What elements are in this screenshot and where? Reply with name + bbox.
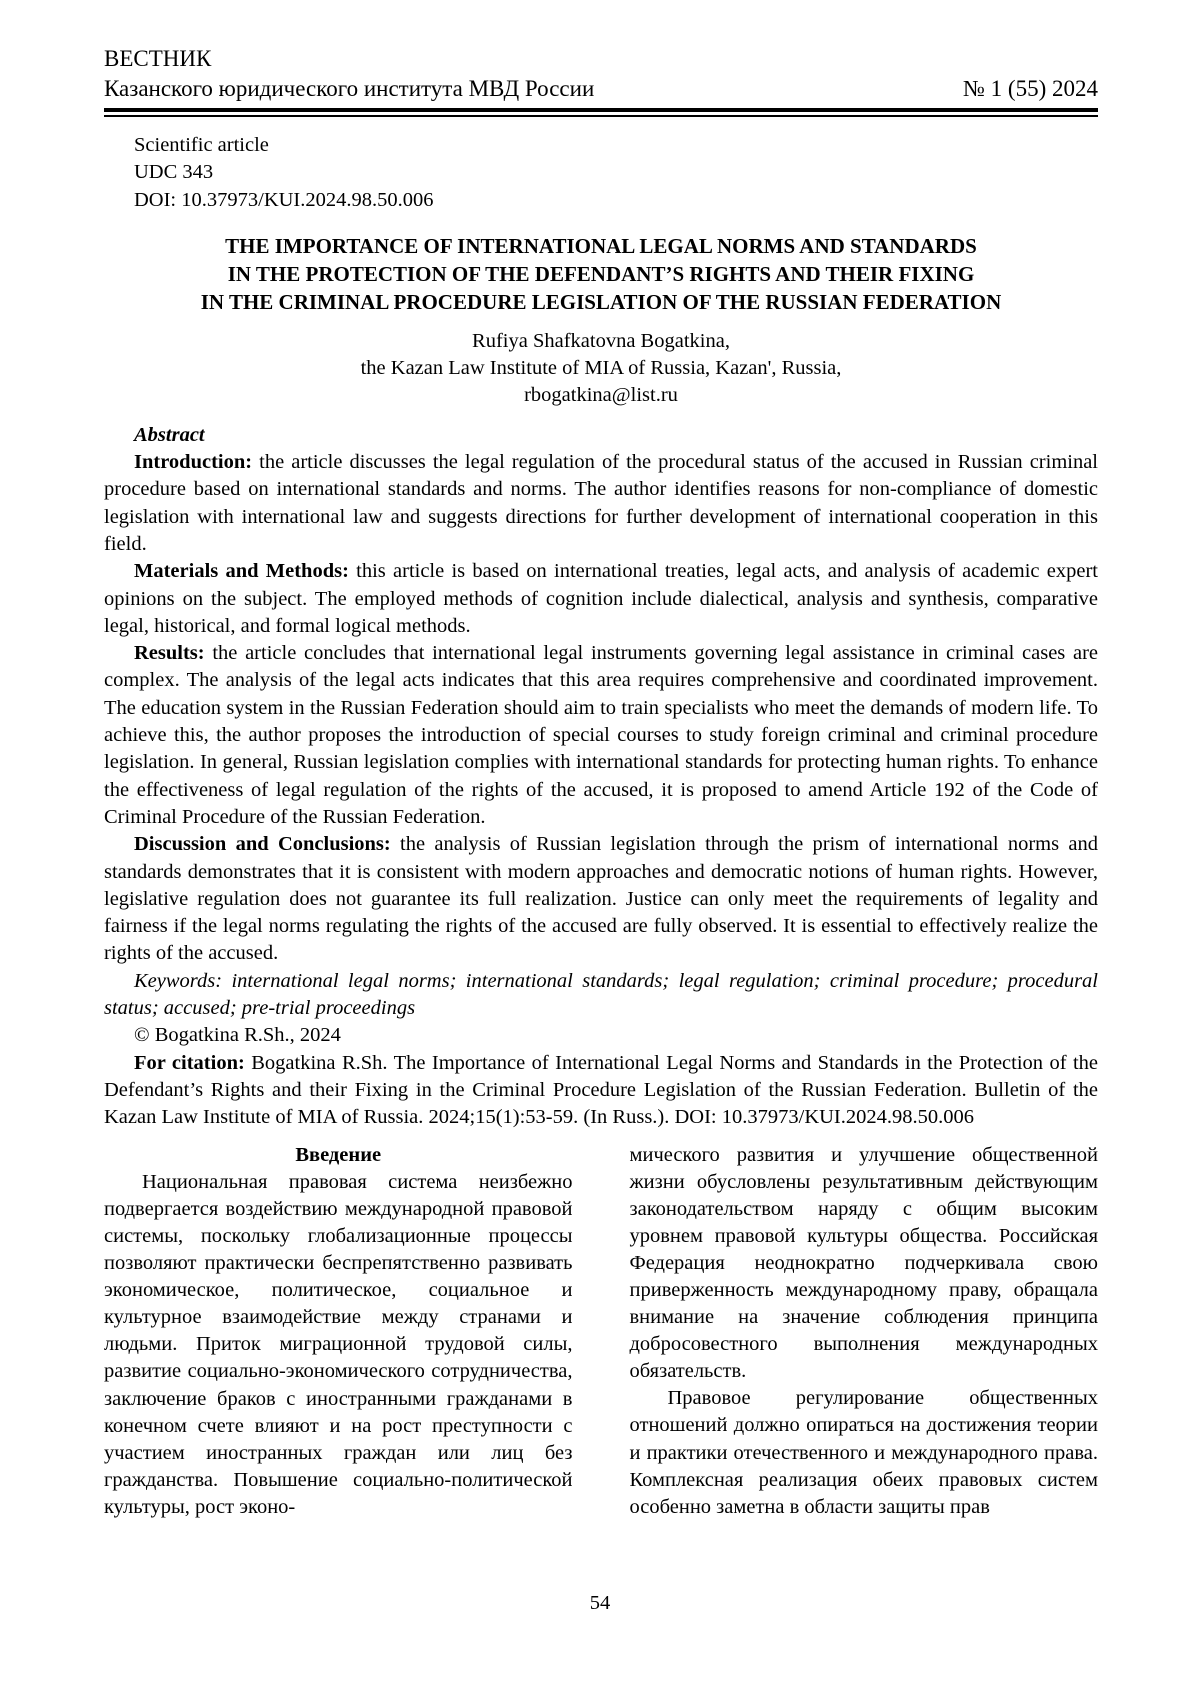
journal-title: ВЕСТНИК	[104, 46, 212, 71]
section-text: this article is based on international treaties, legal acts, and analysis of academic expert opinions on the subject. The employed methods of cognition include dialectical, analysis and synthesis, comparative legal, historical, and formal logical methods.	[104, 560, 1098, 637]
abstract-section	[104, 422, 1098, 1132]
abstract-introduction	[104, 449, 1098, 558]
right-column	[630, 1142, 1099, 1522]
doi-label: DOI: 10.37973/KUI.2024.98.50.006	[134, 188, 434, 211]
section-label: Introduction:	[134, 451, 253, 474]
author-affiliation: the Kazan Law Institute of MIA of Russia, Kazan', Russia,	[360, 357, 842, 380]
citation-text: Bogatkina R.Sh. The Importance of International Legal Norms and Standards in the Protection of the Defendant’s Rights and their Fixing in the Criminal Procedure Legislation of the Russian Federation. Bulletin of the Kazan Law Institute of MIA of Russia. 2024;15(1):53-59. (In Russ.). DOI: 10.37973/KUI.2024.98.50.006	[104, 1051, 1099, 1129]
journal-header-row	[104, 74, 1098, 104]
abstract-discussion-conclusions	[104, 831, 1098, 967]
section-text: the article concludes that international legal instruments governing legal assistance in criminal cases are complex. The analysis of the legal acts indicates that this area requires comprehensive and coordinated improvement. The education system in the Russian Federation should aim to train specialists who meet the demands of modern life. To achieve this, the author proposes the introduction of special courses to study foreign criminal and criminal procedure legislation. In general, Russian legislation complies with international standards for protecting human rights. To enhance the effectiveness of legal regulation of the rights of the accused, it is proposed to amend Article 192 of the Code of Criminal Procedure of the Russian Federation.	[104, 642, 1099, 828]
article-type-label: Scientific article	[134, 134, 269, 156]
journal-header	[104, 44, 1098, 117]
introduction-heading-ru: Введение	[295, 1143, 382, 1166]
journal-subtitle: Казанского юридического института МВД России	[104, 76, 595, 101]
section-text: the analysis of Russian legislation through the prism of international norms and standards demonstrates that it is consistent with modern approaches and democratic notions of human rights. However, legislative regulation does not guarantee its full realization. Justice can only meet the requirements of legality and fairness if the legal norms regulating the rights of the accused are fully observed. It is essential to effectively realize the rights of the accused.	[104, 833, 1098, 965]
udc-label: UDC 343	[134, 161, 214, 184]
keywords-label: Keywords:	[134, 969, 223, 992]
page-number: 54	[589, 1592, 611, 1614]
abstract-materials-methods	[104, 558, 1098, 640]
author-block	[104, 328, 1098, 410]
author-email: rbogatkina@list.ru	[524, 384, 678, 407]
section-label: Discussion and Conclusions:	[134, 833, 391, 856]
title-line-2: IN THE PROTECTION OF THE DEFENDANT’S RIGHTS AND THEIR FIXING	[227, 261, 975, 286]
title-line-3: IN THE CRIMINAL PROCEDURE LEGISLATION OF THE RUSSIAN FEDERATION	[200, 289, 1002, 314]
body-paragraph-ru-2: Правовое регулирование общественных отношений должно опираться на достижения теории и практики отечественного и международного права. Комплексная реализация обеих правовых систем особенно заметна в области защиты прав	[629, 1387, 1098, 1518]
citation-label: For citation:	[134, 1051, 245, 1074]
issue-number: № 1 (55) 2024	[962, 76, 1098, 101]
section-label: Results:	[134, 642, 205, 665]
title-line-1: THE IMPORTANCE OF INTERNATIONAL LEGAL NORMS AND STANDARDS	[225, 233, 977, 258]
copyright-line: © Bogatkina R.Sh., 2024	[134, 1024, 341, 1047]
rule-thin-line	[104, 115, 1098, 117]
body-paragraph-ru-1: мического развития и улучшение общественной жизни обусловлены результативным действующим законодательством наряду с общим высоким уровнем правовой культуры общества. Российская Федерация неоднократно подчеркивала свою приверженность международному праву, обращала внимание на значение соблюдения принципа добросовестного выполнения международных обязательств.	[629, 1143, 1098, 1383]
article-title	[104, 232, 1098, 316]
citation-paragraph	[104, 1050, 1098, 1132]
article-meta	[104, 132, 1098, 214]
abstract-results	[104, 640, 1098, 831]
two-column-layout	[104, 1142, 1098, 1522]
keywords-text: international legal norms; international standards; legal regulation; criminal procedure; procedural status; accused; pre-trial proceedings	[104, 969, 1099, 1020]
left-column	[104, 1142, 573, 1522]
abstract-heading: Abstract	[134, 423, 205, 446]
section-text: the article discusses the legal regulation of the procedural status of the accused in Russian criminal procedure based on international standards and norms. The author identifies reasons for non-compliance of domestic legislation with international law and suggests directions for further development of international cooperation in this field.	[104, 451, 1098, 555]
section-label: Materials and Methods:	[134, 560, 349, 583]
keywords-paragraph	[104, 968, 1098, 1023]
author-name: Rufiya Shafkatovna Bogatkina,	[472, 329, 730, 352]
rule-thick-line	[104, 108, 1098, 112]
intro-paragraph-ru: Национальная правовая система неизбежно подвергается воздействию международной правовой системы, поскольку глобализационные процессы позволяют практически беспрепятственно развивать экономическое, политическое, социальное и культурное взаимодействие между странами и людьми. Приток миграционной трудовой силы, развитие социально-экономического сотрудничества, заключение браков с иностранными гражданами в конечном счете влияют и на рост преступности с участием иностранных граждан или лиц без гражданства. Повышение социально-политической культуры, рост эконо-	[104, 1170, 573, 1518]
double-rule	[104, 108, 1098, 117]
